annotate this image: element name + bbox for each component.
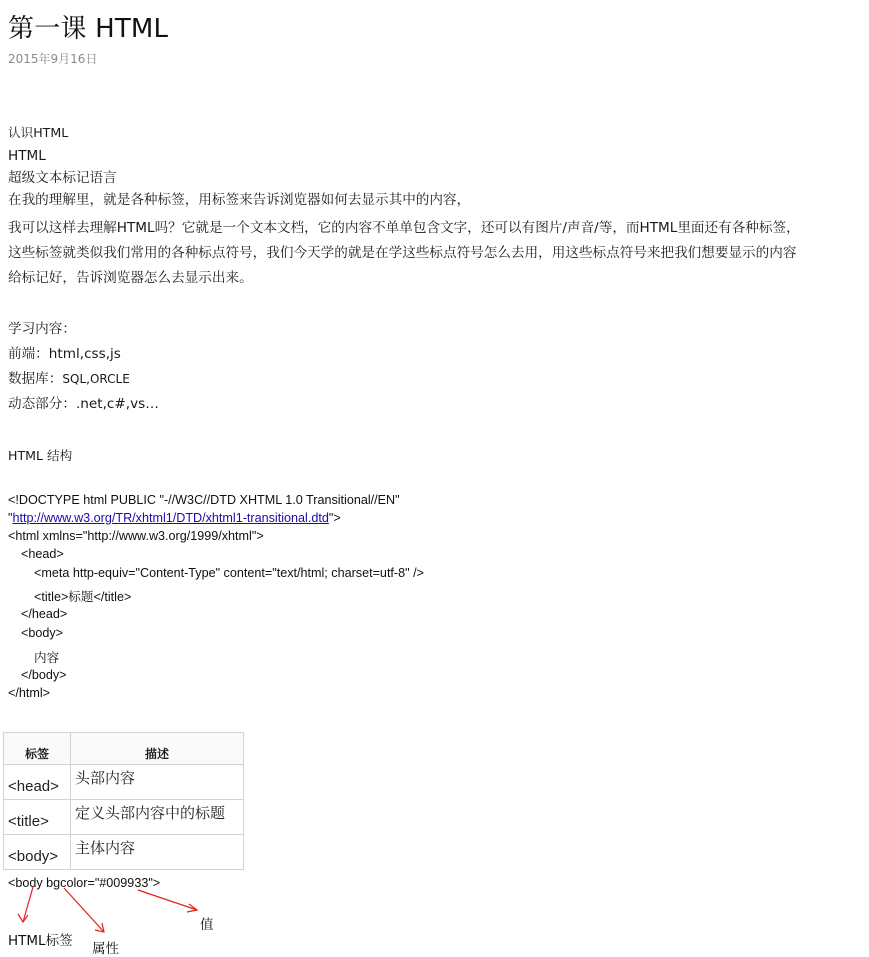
- table-cell-tag: <body>: [4, 835, 71, 870]
- code-html-close: </html>: [8, 686, 50, 700]
- annotation-tag-label: HTML标签: [8, 933, 73, 949]
- arrow-group: [18, 887, 197, 932]
- study-database-label: 数据库：: [8, 371, 63, 387]
- code-body-open: <body>: [21, 626, 64, 640]
- dtd-link[interactable]: http://www.w3.org/TR/xhtml1/DTD/xhtml1-transitional.dtd: [12, 511, 329, 525]
- code-doctype: <!DOCTYPE html PUBLIC "-//W3C//DTD XHTML 1.0 Transitional//EN": [8, 493, 400, 507]
- code-dtd-quote-close: ">: [328, 511, 341, 525]
- code-dtd-quote-open: ": [8, 511, 13, 525]
- code-html-open: <html xmlns="http://www.w3.org/1999/xhtml">: [8, 529, 264, 543]
- table-header-row: [4, 733, 244, 765]
- intro-line-2: HTML: [8, 148, 46, 164]
- intro-line-6: 这些标签就类似我们常用的各种标点符号，我们今天学的就是在学这些标点符号怎么去用，用这些标点符号来把我们想要显示的内容: [8, 245, 797, 261]
- code-title: <title>标题</title>: [34, 590, 132, 604]
- table-row: [4, 800, 244, 835]
- intro-line-4: 在我的理解里，就是各种标签，用标签来告诉浏览器如何去显示其中的内容，: [8, 192, 471, 208]
- table-cell-tag: <head>: [4, 765, 71, 800]
- table-cell-description: 头部内容: [71, 765, 244, 800]
- study-dynamic: 动态部分：.net,c#,vs…: [8, 396, 159, 412]
- intro-line-7: 给标记好，告诉浏览器怎么去显示出来。: [8, 270, 253, 286]
- annotation-code: <body bgcolor="#009933">: [8, 876, 161, 890]
- table-cell-tag: <title>: [4, 800, 71, 835]
- code-head-open: <head>: [21, 547, 64, 561]
- code-meta: <meta http-equiv="Content-Type" content="text/html; charset=utf-8" />: [34, 566, 424, 580]
- code-body-close: </body>: [21, 668, 67, 682]
- code-dtd-line: [8, 511, 341, 525]
- study-heading: 学习内容：: [8, 321, 76, 337]
- study-database-value: SQL,ORCLE: [62, 372, 130, 386]
- annotation-attr-label: 属性: [92, 941, 119, 957]
- table-row: [4, 765, 244, 800]
- intro-line-5: 我可以这样去理解HTML吗？它就是一个文本文档，它的内容不单单包含文字，还可以有图片/声音/等，而HTML里面还有各种标签，: [8, 220, 800, 236]
- table-cell-description: 主体内容: [71, 835, 244, 870]
- table-header-description: 描述: [71, 733, 244, 765]
- study-database: [8, 369, 130, 389]
- code-head-close: </head>: [21, 607, 68, 621]
- structure-heading: HTML 结构: [8, 448, 73, 463]
- study-front-end: 前端：html,css,js: [8, 346, 121, 362]
- arrow-to-tag-line: [23, 887, 33, 922]
- tag-description-table: [3, 732, 244, 870]
- table-cell-description: 定义头部内容中的标题: [71, 800, 244, 835]
- table-header-tag: 标签: [4, 733, 71, 765]
- annotation-value-label: 值: [200, 917, 214, 933]
- arrow-to-value-line: [138, 890, 197, 910]
- article-title: 第一课 HTML: [8, 14, 169, 44]
- arrow-to-attr-line: [64, 888, 104, 932]
- article-date: 2015年9月16日: [8, 52, 98, 66]
- intro-line-3: 超级文本标记语言: [8, 170, 117, 186]
- code-content: 内容: [34, 651, 60, 665]
- intro-line-1: 认识HTML: [8, 125, 69, 140]
